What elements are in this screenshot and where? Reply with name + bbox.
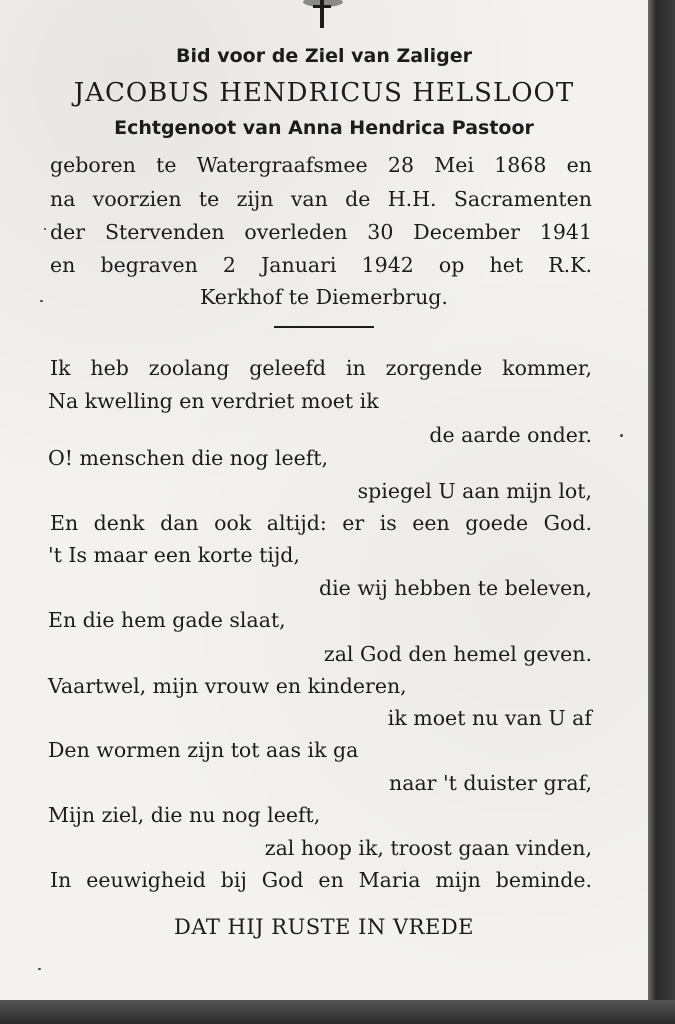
scan-speck xyxy=(40,300,43,302)
bio-line: na voorzien te zijn van de H.H. Sacramenten xyxy=(50,187,592,211)
poem-line: In eeuwigheid bij God en Maria mijn beminde. xyxy=(50,868,592,892)
scan-speck xyxy=(44,228,46,230)
poem-line: die wij hebben te beleven, xyxy=(319,576,592,600)
poem-line: naar 't duister graf, xyxy=(389,771,592,795)
poem-line: de aarde onder. xyxy=(429,423,592,447)
intro-line: Bid voor de Ziel van Zaliger xyxy=(176,45,472,67)
scan-speck xyxy=(38,968,41,970)
cross-icon xyxy=(300,0,346,30)
closing-line: DAT HIJ RUSTE IN VREDE xyxy=(174,915,474,939)
poem-line: 't Is maar een korte tijd, xyxy=(48,543,300,567)
scan-right-edge xyxy=(648,0,675,1024)
poem-line: zal God den hemel geven. xyxy=(323,642,592,666)
poem-line: Den wormen zijn tot aas ik ga xyxy=(48,738,359,762)
poem-line: Vaartwel, mijn vrouw en kinderen, xyxy=(48,674,407,698)
bio-line: geboren te Watergraafsmee 28 Mei 1868 en xyxy=(50,153,592,177)
divider-rule xyxy=(274,326,374,328)
bio-line: Kerkhof te Diemerbrug. xyxy=(200,285,448,309)
scan-speck xyxy=(620,434,623,437)
scan-bottom-edge xyxy=(0,1000,675,1024)
bio-line: en begraven 2 Januari 1942 op het R.K. xyxy=(50,253,592,277)
bio-line: der Stervenden overleden 30 December 1941 xyxy=(50,220,592,244)
poem-line: En denk dan ook altijd: er is een goede God. xyxy=(50,511,592,535)
poem-line: zal hoop ik, troost gaan vinden, xyxy=(264,836,592,860)
poem-line: ik moet nu van U af xyxy=(387,706,592,730)
deceased-name: JACOBUS HENDRICUS HELSLOOT xyxy=(73,78,575,108)
poem-line: Ik heb zoolang geleefd in zorgende kommer, xyxy=(50,356,592,380)
spouse-line: Echtgenoot van Anna Hendrica Pastoor xyxy=(114,117,534,139)
poem-line: Na kwelling en verdriet moet ik xyxy=(48,389,379,413)
poem-line: En die hem gade slaat, xyxy=(48,608,286,632)
poem-line: O! menschen die nog leeft, xyxy=(48,446,329,470)
poem-line: Mijn ziel, die nu nog leeft, xyxy=(48,803,321,827)
poem-line: spiegel U aan mijn lot, xyxy=(357,479,592,503)
